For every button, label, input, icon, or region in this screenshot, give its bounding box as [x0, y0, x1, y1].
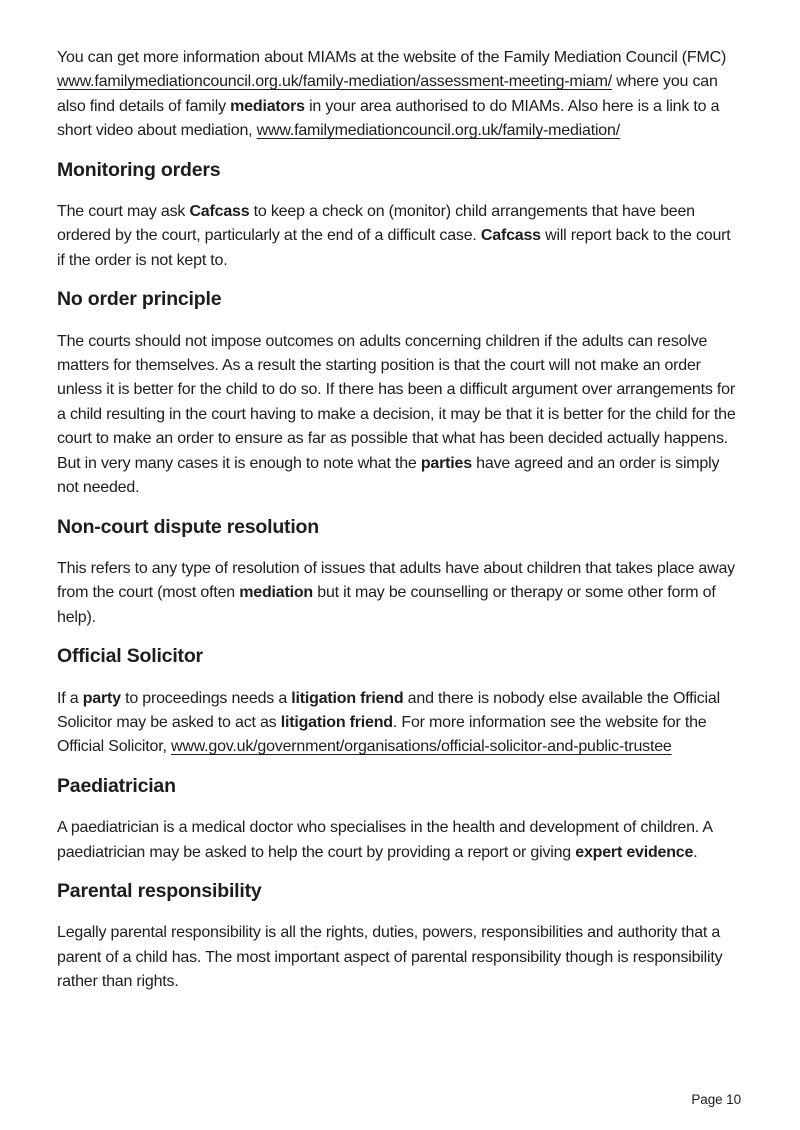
section-heading-parental-responsibility: Parental responsibility: [57, 879, 262, 902]
intro-paragraph: You can get more information about MIAMs at the website of the Family Mediation Council (FMC) www.familymediationcouncil.org.uk/family-mediation/assessment-meeting-miam/ where you can also find details of family mediators in your area authorised to do MIAMs. Also here is a link to a short video about mediation, www.familymediationcouncil.org.uk/family-mediation/: [57, 49, 727, 140]
section-heading-monitoring-orders: Monitoring orders: [57, 158, 221, 181]
section-heading-official-solicitor: Official Solicitor: [57, 645, 203, 668]
section-paragraph-no-order-principle: The courts should not impose outcomes on adults concerning children if the adults can resolve matters for themselves. As a result the starting position is that the court will not make an order unless it is better for the child to do so. If there has been a difficult argument over arrangements for a child resulting in the court having to make a decision, it may be that it is better for the child for the court to make an order to ensure as far as possible that what has been decided actually happens. But in very many cases it is enough to note what the parties have agreed and an order is simply not needed.: [57, 332, 736, 497]
section-paragraph-monitoring-orders: The court may ask Cafcass to keep a check on (monitor) child arrangements that have been ordered by the court, particularly at the end of a difficult case. Cafcass will report back to the court if the order is not kept to.: [57, 203, 731, 269]
bold-term: expert evidence: [575, 843, 694, 861]
section-heading-no-order-principle: No order principle: [57, 288, 222, 311]
section-heading-non-court-dispute-resolution: Non-court dispute resolution: [57, 515, 319, 538]
bold-term: litigation friend: [280, 713, 393, 731]
bold-term: mediators: [230, 97, 305, 115]
bold-term: litigation friend: [291, 689, 404, 707]
bold-term: Cafcass: [189, 203, 250, 221]
section-paragraph-parental-responsibility: Legally parental responsibility is all the rights, duties, powers, responsibilities and authority that a parent of a child has. The most important aspect of parental responsibility though is responsibility rather than rights.: [57, 924, 723, 991]
document-body: [57, 46, 741, 995]
section-heading-paediatrician: Paediatrician: [57, 774, 176, 797]
bold-term: parties: [420, 454, 472, 472]
hyperlink[interactable]: www.familymediationcouncil.org.uk/family-mediation/: [256, 122, 620, 140]
hyperlink[interactable]: www.familymediationcouncil.org.uk/family-mediation/assessment-meeting-miam/: [57, 73, 612, 91]
hyperlink[interactable]: www.gov.uk/government/organisations/official-solicitor-and-public-trustee: [170, 738, 672, 756]
bold-term: mediation: [239, 584, 313, 602]
section-paragraph-paediatrician: A paediatrician is a medical doctor who specialises in the health and development of children. A paediatrician may be asked to help the court by providing a report or giving expert evidence.: [57, 819, 712, 861]
section-paragraph-official-solicitor: If a party to proceedings needs a litigation friend and there is nobody else available the Official Solicitor may be asked to act as litigation friend. For more information see the website for the Official Solicitor, www.gov.uk/government/organisations/official-solicitor-and-public-trustee: [57, 689, 720, 756]
section-paragraph-non-court-dispute-resolution: This refers to any type of resolution of issues that adults have about children that takes place away from the court (most often mediation but it may be counselling or therapy or some other form of help).: [57, 559, 735, 626]
page-number: Page 10: [691, 1092, 741, 1107]
bold-term: party: [82, 689, 121, 707]
bold-term: Cafcass: [480, 227, 541, 245]
